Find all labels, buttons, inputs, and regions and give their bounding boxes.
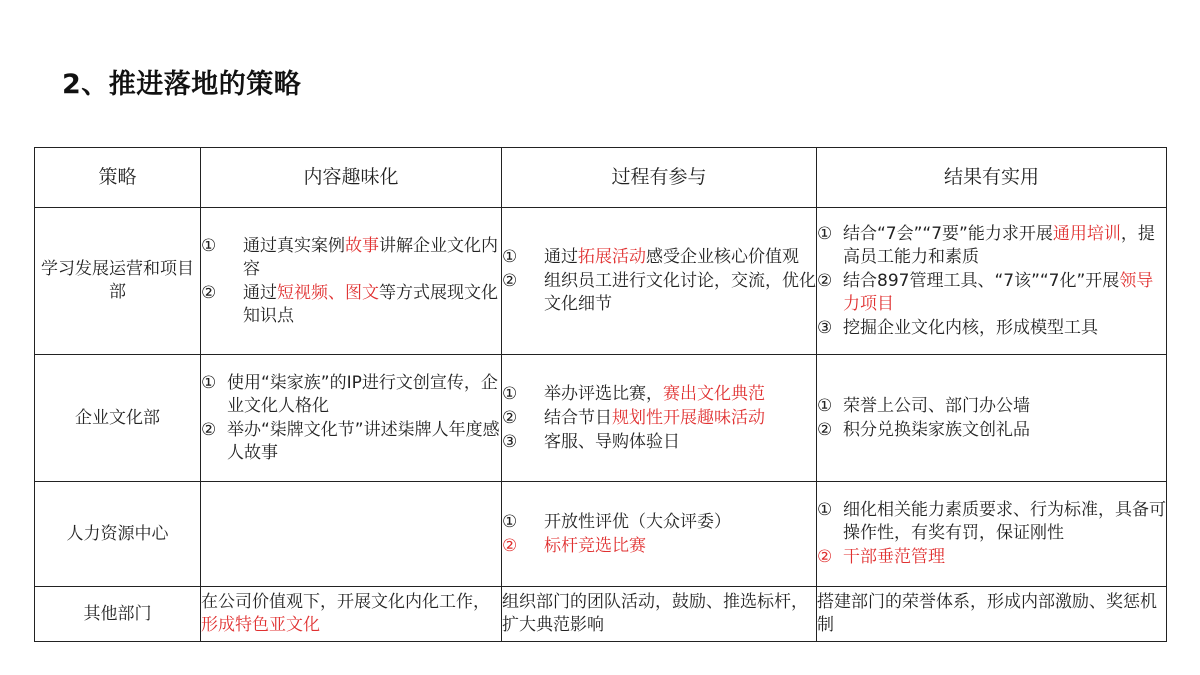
list-item: ③ 挖掘企业文化内核，形成模型工具 (817, 317, 1098, 338)
content-cell (201, 355, 502, 482)
result-cell (817, 208, 1167, 355)
table-row (35, 482, 1167, 587)
list-item: ① 细化相关能力素质要求、行为标准，具备可操作性，有奖有罚，保证刚性 (817, 500, 1166, 543)
row-label: 其他部门 (35, 587, 201, 642)
row-label: 学习发展运营和项目部 (35, 208, 201, 355)
list-item: ① 使用“柒家族”的IP进行文创宣传，企业文化人格化 (201, 372, 498, 416)
list-item: ② 标杆竞选比赛 (502, 535, 646, 556)
list-item: ② 通过短视频、图文等方式展现文化知识点 (201, 282, 498, 326)
list-item: ② 组织员工进行文化讨论，交流，优化文化细节 (502, 271, 816, 314)
list-item: ② 举办“柒牌文化节”讲述柒牌人年度感人故事 (201, 419, 500, 463)
table-row (35, 587, 1167, 642)
list-item: ① 结合“7会”“7要”能力求开展通用培训，提高员工能力和素质 (817, 223, 1155, 267)
result-cell (817, 482, 1167, 587)
process-cell (502, 482, 817, 587)
header-result-practical: 结果有实用 (817, 148, 1167, 208)
header-strategy: 策略 (35, 148, 201, 208)
list-item: ② 干部垂范管理 (817, 547, 945, 567)
content-cell (201, 208, 502, 355)
result-cell (817, 355, 1167, 482)
list-item: ① 通过拓展活动感受企业核心价值观 (502, 247, 799, 267)
list-item: ① 开放性评优（大众评委） (502, 511, 731, 532)
list-item: ① 荣誉上公司、部门办公墙 (817, 395, 1030, 416)
list-item: ② 结合节日规划性开展趣味活动 (502, 407, 765, 428)
table-row (35, 355, 1167, 482)
strategy-table (34, 147, 1167, 642)
list-item: ② 积分兑换柒家族文创礼品 (817, 419, 1030, 440)
process-cell: 组织部门的团队活动，鼓励、推选标杆，扩大典范影响 (502, 587, 817, 642)
header-content-fun: 内容趣味化 (201, 148, 502, 208)
process-cell (502, 355, 817, 482)
list-item: ① 举办评选比赛，赛出文化典范 (502, 383, 765, 404)
table-header-row (35, 148, 1167, 208)
list-item: ① 通过真实案例故事讲解企业文化内容 (201, 235, 498, 279)
process-cell (502, 208, 817, 355)
result-cell: 搭建部门的荣誉体系，形成内部激励、奖惩机制 (817, 587, 1167, 642)
page-title: 2、推进落地的策略 (62, 69, 302, 100)
row-label: 人力资源中心 (35, 482, 201, 587)
list-item: ③ 客服、导购体验日 (502, 431, 680, 452)
row-label: 企业文化部 (35, 355, 201, 482)
header-process-participation: 过程有参与 (502, 148, 817, 208)
content-cell: 在公司价值观下，开展文化内化工作，形成特色亚文化 (201, 587, 502, 642)
table-row (35, 208, 1167, 355)
list-item: ② 结合897管理工具、“7该”“7化”开展领导力项目 (817, 270, 1154, 314)
content-cell (201, 482, 502, 587)
